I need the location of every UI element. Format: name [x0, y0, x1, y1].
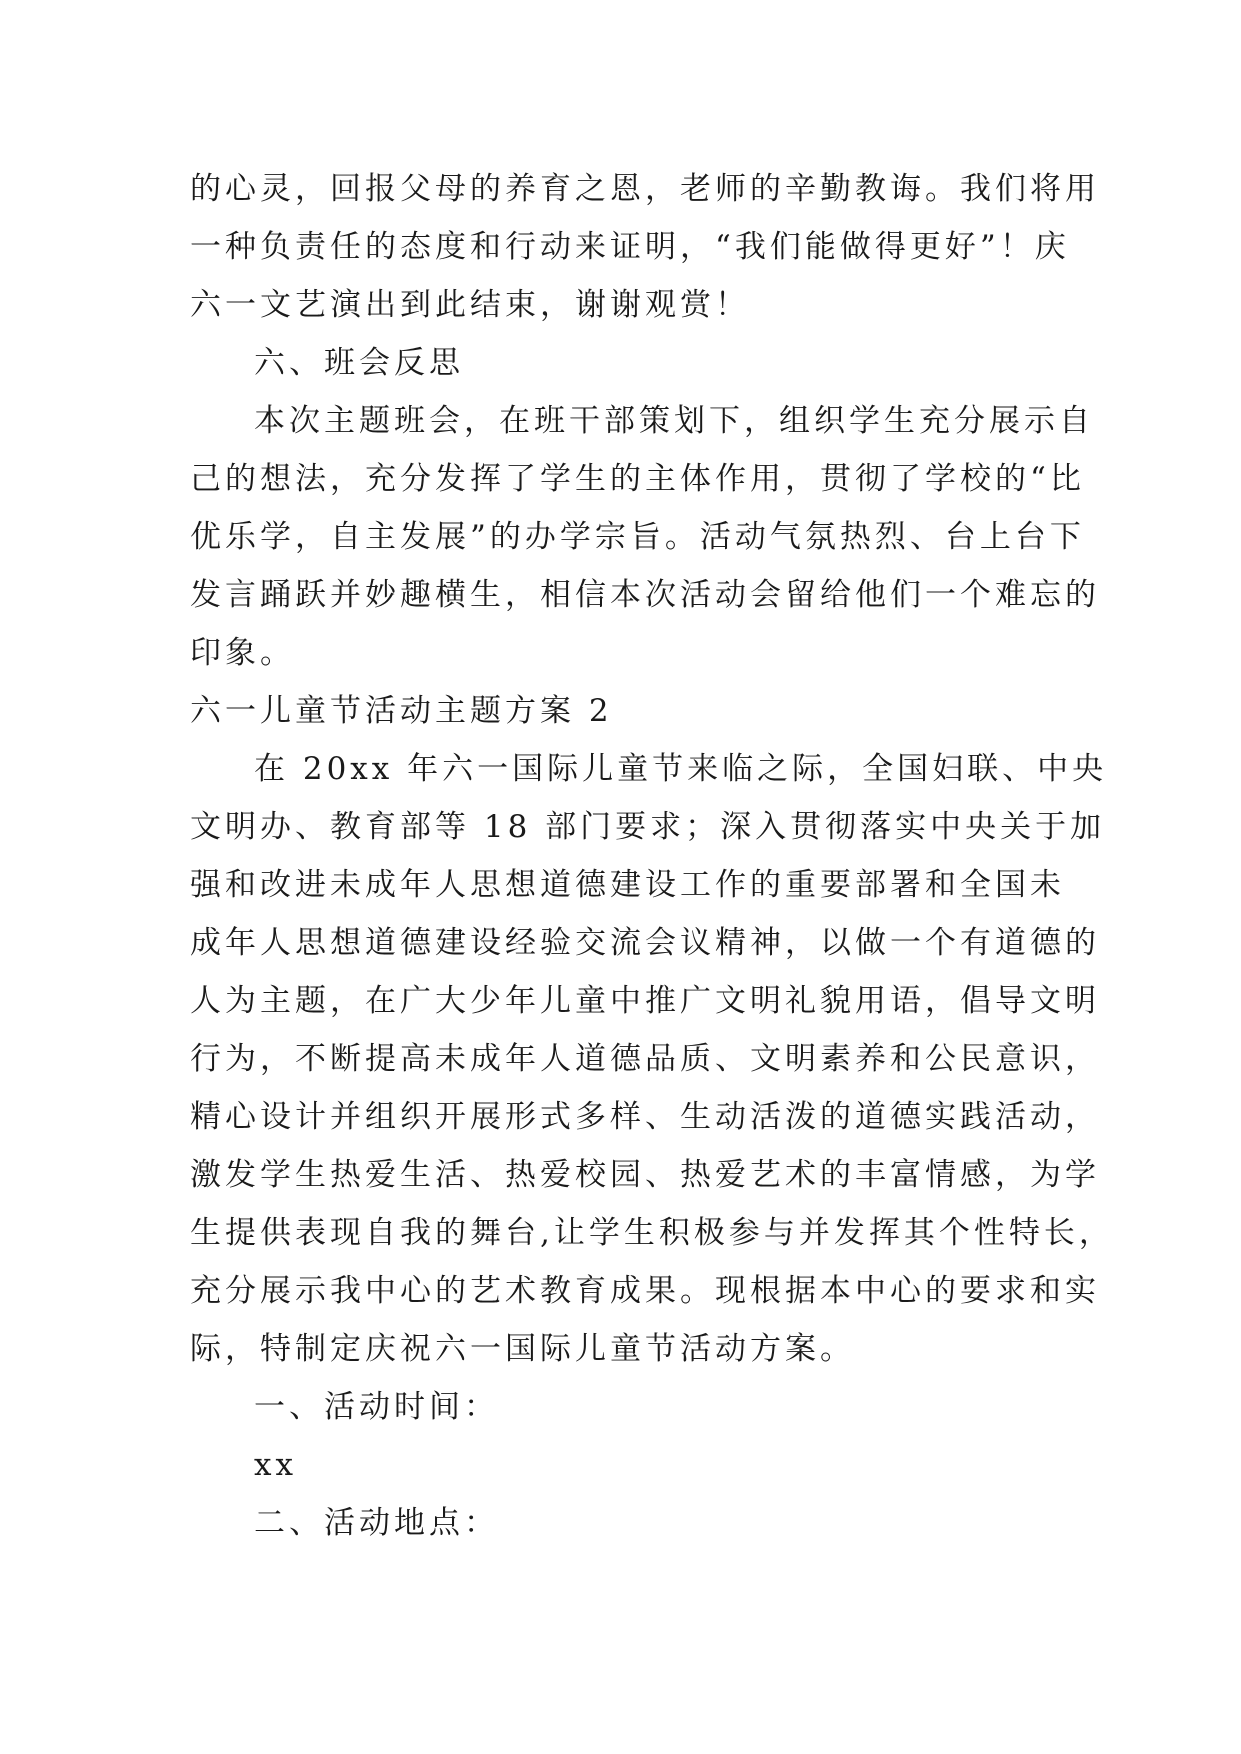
text-line: xx [254, 1447, 297, 1483]
text-line: 本次主题班会，在班干部策划下，组织学生充分展示自 [254, 403, 1094, 439]
text-line: 二、活动地点： [254, 1505, 499, 1541]
text-line: 强和改进未成年人思想道德建设工作的重要部署和全国未 [190, 867, 1065, 903]
text-line: 行为，不断提高未成年人道德品质、文明素养和公民意识， [190, 1041, 1100, 1077]
text-line: 在 20xx 年六一国际儿童节来临之际，全国妇联、中央 [254, 751, 1108, 787]
text-line: 一、活动时间： [254, 1389, 499, 1425]
document-body [190, 160, 1114, 1552]
text-line: 的心灵，回报父母的养育之恩，老师的辛勤教诲。我们将用 [190, 171, 1100, 207]
text-line: 成年人思想道德建设经验交流会议精神，以做一个有道德的 [190, 925, 1100, 961]
text-line: 激发学生热爱生活、热爱校园、热爱艺术的丰富情感，为学 [190, 1157, 1100, 1193]
text-line: 六一儿童节活动主题方案 2 [190, 693, 613, 729]
text-line: 印象。 [190, 635, 295, 671]
text-line: 精心设计并组织开展形式多样、生动活泼的道德实践活动， [190, 1099, 1100, 1135]
text-line: 六一文艺演出到此结束，谢谢观赏！ [190, 287, 750, 323]
text-line: 一种负责任的态度和行动来证明，“我们能做得更好”！庆 [190, 229, 1070, 265]
text-line: 优乐学，自主发展”的办学宗旨。活动气氛热烈、台上台下 [190, 519, 1085, 555]
text-line: 际，特制定庆祝六一国际儿童节活动方案。 [190, 1331, 855, 1367]
text-line: 人为主题，在广大少年儿童中推广文明礼貌用语，倡导文明 [190, 983, 1100, 1019]
text-line: 生提供表现自我的舞台,让学生积极参与并发挥其个性特长， [190, 1215, 1114, 1251]
text-line: 六、班会反思 [254, 345, 464, 381]
text-line: 文明办、教育部等 18 部门要求；深入贯彻落实中央关于加 [190, 809, 1106, 845]
text-line: 充分展示我中心的艺术教育成果。现根据本中心的要求和实 [190, 1273, 1100, 1309]
text-line: 发言踊跃并妙趣横生，相信本次活动会留给他们一个难忘的 [190, 577, 1100, 613]
text-line: 己的想法，充分发挥了学生的主体作用，贯彻了学校的“比 [190, 461, 1085, 497]
